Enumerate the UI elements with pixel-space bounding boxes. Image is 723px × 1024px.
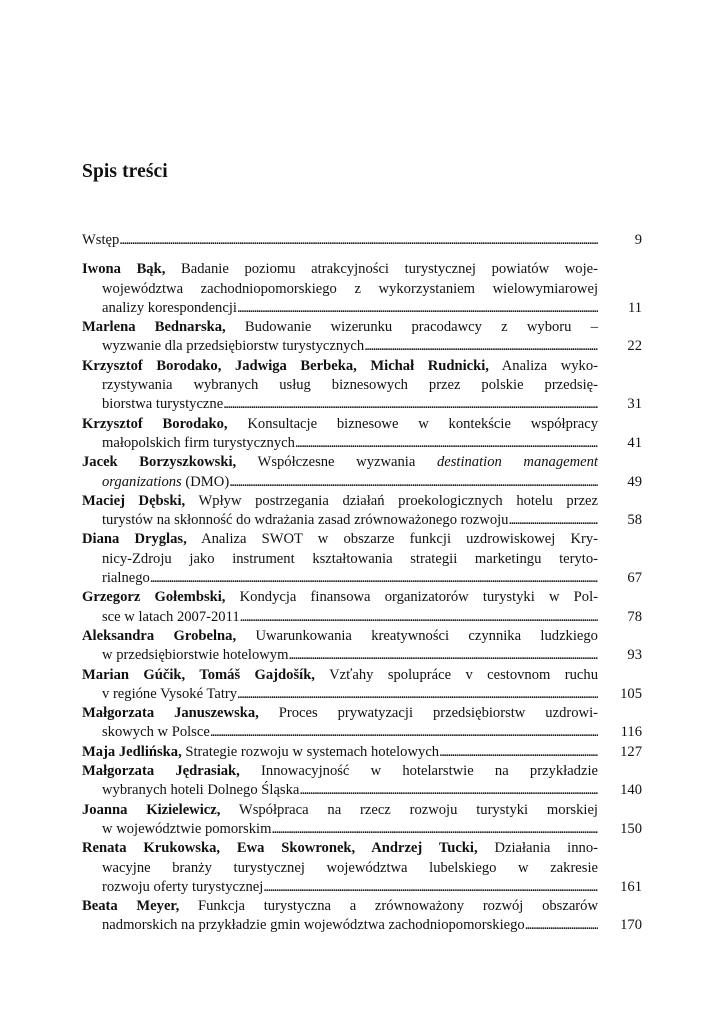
toc-line [82, 260, 598, 279]
entry-title: Funkcja turystyczna a zrównoważony rozwój obszarów [197, 898, 599, 915]
toc-line [82, 376, 598, 395]
toc-line [82, 608, 598, 627]
toc-line [82, 550, 598, 569]
entry-title: Współczesne wyzwania [257, 454, 416, 471]
toc-line [82, 337, 598, 356]
entry-title-cont: nadmorskich na przykładzie gmin województwa zachodniopomorskiego [102, 917, 525, 934]
entry-authors: Aleksandra Grobelna, [82, 627, 237, 644]
leader-dots [237, 685, 598, 704]
entry-title-cont: małopolskich firm turystycznych [102, 434, 295, 451]
toc-entry [82, 318, 642, 357]
toc-line [82, 666, 598, 685]
toc-entry [82, 839, 642, 897]
entry-title-cont: biorstwa turystyczne [102, 396, 224, 413]
entry-title-cont: skowych w Polsce [102, 724, 210, 741]
toc-line [82, 434, 598, 453]
entry-title-cont: (DMO) [185, 473, 230, 490]
toc-line [82, 839, 598, 858]
leader-dots [439, 743, 598, 762]
entry-title: Współpraca na rzecz rozwoju turystyki morskiej [238, 801, 598, 818]
toc-entry [82, 897, 642, 936]
page-number: 58 [627, 512, 642, 529]
toc-line [82, 357, 598, 376]
toc-line [82, 627, 598, 646]
toc-line [82, 743, 598, 762]
toc-line [82, 318, 598, 337]
toc-line [82, 473, 598, 492]
leader-dots [210, 723, 598, 742]
toc-entry-intro [82, 231, 642, 250]
entry-title-cont: rozwoju oferty turystycznej [102, 878, 264, 895]
page-number: 11 [627, 299, 642, 316]
toc-line [82, 299, 598, 318]
leader-dots [237, 299, 598, 318]
toc-entry [82, 415, 642, 454]
entry-authors: Krzysztof Borodako, [82, 415, 228, 432]
leader-dots [288, 646, 598, 665]
page-number: 9 [634, 232, 642, 248]
entry-authors: Beata Meyer, [82, 898, 180, 915]
entry-authors: Małgorzata Januszewska, [82, 705, 259, 722]
toc-entry [82, 492, 642, 531]
toc-line [82, 897, 598, 916]
entry-authors: Joanna Kizielewicz, [82, 801, 221, 818]
leader-dots [271, 820, 598, 839]
entry-title: Analiza SWOT w obszarze funkcji uzdrowiskowej Kry- [201, 531, 598, 548]
leader-dots [508, 511, 598, 530]
entry-title-italic: organizations [102, 473, 182, 490]
toc-line [82, 511, 598, 530]
entry-authors: Maciej Dębski, [82, 492, 186, 509]
toc-entry [82, 260, 642, 318]
toc-line [82, 878, 598, 897]
entry-title-cont: sce w latach 2007-2011 [102, 608, 240, 625]
toc-entry [82, 453, 642, 492]
entry-authors: Maja Jedlińska, [82, 743, 182, 760]
entry-title: Proces prywatyzacji przedsiębiorstw uzdrowi- [278, 705, 598, 722]
page-number: 22 [627, 338, 642, 355]
entry-title: Analiza wyko- [501, 357, 598, 374]
entry-authors: Marian Gúčik, Tomáš Gajdošík, [82, 666, 315, 683]
entry-authors: Diana Dryglas, [82, 531, 187, 548]
page-number: 116 [620, 724, 642, 741]
toc-line [82, 723, 598, 742]
entry-title-cont: analizy korespondencji [102, 299, 237, 316]
leader-dots [119, 231, 598, 250]
entry-authors: Grzegorz Gołembski, [82, 589, 226, 606]
entry-title: Uwarunkowania kreatywności czynnika ludzkiego [255, 627, 598, 644]
entry-title: Strategie rozwoju w systemach hotelowych [185, 743, 440, 760]
toc-line [82, 569, 598, 588]
toc-entry [82, 801, 642, 840]
page-number: 161 [620, 878, 642, 895]
toc-line [82, 916, 598, 935]
leader-dots [525, 916, 598, 935]
leader-dots [364, 337, 598, 356]
toc-line [82, 395, 598, 414]
toc-line [82, 762, 598, 781]
entry-authors: Iwona Bąk, [82, 261, 166, 278]
leader-dots [299, 781, 598, 800]
toc-entry [82, 743, 642, 762]
entry-title: Działania inno- [494, 840, 598, 857]
entry-title-cont: w przedsiębiorstwie hotelowym [102, 647, 289, 664]
table-of-contents [82, 231, 642, 936]
leader-dots [263, 878, 598, 897]
entry-title-cont: nicy-Zdroju jako instrument kształtowania strategii marketingu teryto- [102, 550, 598, 567]
leader-dots [223, 395, 598, 414]
entry-title-cont: turystów na skłonność do wdrażania zasad zrównoważonego rozwoju [102, 512, 509, 529]
page-number: 105 [620, 685, 642, 702]
entry-authors: Małgorzata Jędrasiak, [82, 763, 240, 780]
page-number: 67 [627, 570, 642, 587]
page-number: 140 [620, 782, 642, 799]
entry-title: Wstęp [82, 232, 120, 248]
page-number: 41 [627, 434, 642, 451]
entry-title-cont: województwa zachodniopomorskiego z wykorzystaniem wielowymiarowej [102, 280, 598, 297]
toc-line [82, 453, 598, 472]
page-title: Spis treści [82, 161, 168, 182]
toc-line [82, 530, 598, 549]
entry-title: Wpływ postrzegania działań proekologicznych hotelu przez [198, 492, 598, 509]
entry-title-cont: wacyjne branży turystycznej województwa lubelskiego w zakresie [102, 859, 598, 876]
entry-title: Kondycja finansowa organizatorów turystyki w Pol- [239, 589, 598, 606]
entry-title-italic: destination management [436, 454, 598, 471]
toc-entry [82, 666, 642, 705]
entry-title: Vzťahy spolupráce v cestovnom ruchu [329, 666, 598, 683]
toc-entry [82, 627, 642, 666]
toc-entry [82, 588, 642, 627]
toc-line [82, 415, 598, 434]
entry-authors: Renata Krukowska, Ewa Skowronek, Andrzej Tucki, [82, 840, 478, 857]
toc-line [82, 231, 598, 250]
toc-line [82, 492, 598, 511]
toc-line [82, 280, 598, 299]
entry-title-cont: w województwie pomorskim [102, 820, 272, 837]
entry-title-cont: wyzwanie dla przedsiębiorstw turystycznych [102, 338, 365, 355]
page-number: 127 [620, 743, 642, 760]
toc-line [82, 704, 598, 723]
entry-title: Konsultacje biznesowe w kontekście współpracy [247, 415, 598, 432]
toc-line [82, 781, 598, 800]
entry-title: Innowacyjność w hotelarstwie na przykładzie [261, 763, 598, 780]
toc-line [82, 859, 598, 878]
page-number: 78 [627, 608, 642, 625]
entry-title: Budowanie wizerunku pracodawcy z wyboru – [244, 319, 598, 336]
page-number: 49 [627, 473, 642, 490]
toc-line [82, 588, 598, 607]
leader-dots [229, 473, 598, 492]
page-number: 150 [620, 820, 642, 837]
entry-authors: Jacek Borzyszkowski, [82, 454, 237, 471]
entry-title-cont: wybranych hoteli Dolnego Śląska [102, 782, 300, 799]
page-number: 93 [627, 647, 642, 664]
page-number: 170 [620, 917, 642, 934]
toc-entry [82, 704, 642, 743]
toc-entry [82, 357, 642, 415]
toc-entry [82, 762, 642, 801]
entry-authors: Krzysztof Borodako, Jadwiga Berbeka, Michał Rudnicki, [82, 357, 489, 374]
entry-authors: Marlena Bednarska, [82, 319, 226, 336]
toc-line [82, 646, 598, 665]
page-number: 31 [627, 396, 642, 413]
leader-dots [150, 569, 598, 588]
entry-title-cont: v regióne Vysoké Tatry [102, 685, 238, 702]
toc-line [82, 685, 598, 704]
entry-title: Badanie poziomu atrakcyjności turystycznej powiatów woje- [181, 261, 598, 278]
entry-title-cont: rzystywania wybranych usług biznesowych przez polskie przedsię- [102, 377, 598, 394]
entry-title-cont: rialnego [102, 570, 150, 587]
toc-line [82, 801, 598, 820]
toc-entry [82, 530, 642, 588]
leader-dots [295, 434, 598, 453]
toc-line [82, 820, 598, 839]
leader-dots [240, 608, 598, 627]
